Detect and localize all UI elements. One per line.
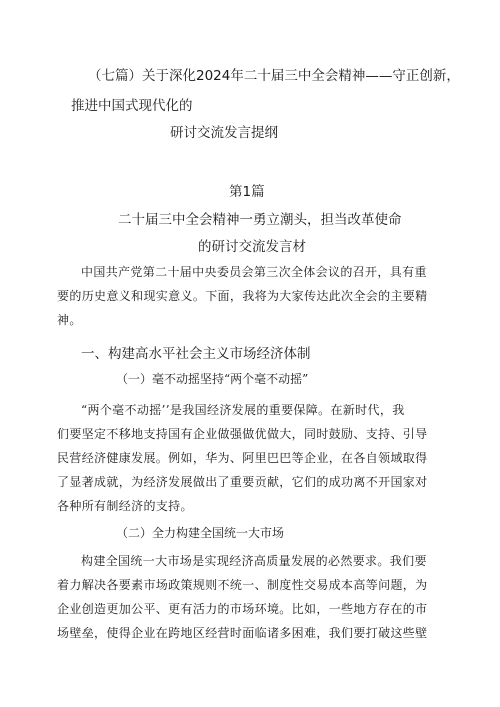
intro-line-2: 要的历史意义和现实意义。下面，我将为大家传达此次全会的主要精 (57, 289, 428, 303)
subsection-1-line-4: 了显著成就，为经济发展做出了重要贡献，它们的成功离不开国家对 (57, 475, 428, 489)
subsection-1-line-2: 们要坚定不移地支持国有企业做强做优做大，同时鼓励、支持、引导 (57, 427, 428, 441)
subsection-1-line-1: “两个毫不动摇’’是我国经济发展的重要保障。在新时代，我 (81, 403, 405, 417)
subsection-2-line-4: 场壁垒，使得企业在跨地区经营时面临诸多困难，我们要打破这些壁 (57, 626, 428, 640)
subsection-2-line-2: 着力解决各要素市场政策规则不统一、制度性交易成本高等问题，为 (57, 578, 428, 592)
part-title-line-1: 二十届三中全会精神一勇立潮头，担当改革使命 (118, 212, 402, 228)
intro-paragraph (57, 260, 437, 332)
document-title-line-3: 研讨交流发言提纲 (170, 125, 278, 141)
intro-line-3: 神。 (57, 313, 82, 327)
subsection-2-line-1: 构建全国统一大市场是实现经济高质量发展的必然要求。我们要 (81, 554, 427, 568)
subsection-2-heading: （二）全力构建全国统一大市场 (116, 526, 285, 540)
part-label: 第1篇 (229, 184, 265, 200)
document-title-line-2: 推进中国式现代化的 (71, 98, 193, 114)
intro-line-1: 中国共产党第二十届中央委员会第三次全体会议的召开，具有重 (81, 265, 427, 279)
subsection-1-heading: （一）毫不动摇坚持“两个毫不动摇” (116, 372, 309, 386)
subsection-2-line-3: 企业创造更加公平、更有活力的市场环境。比如，一些地方存在的市 (57, 602, 428, 616)
subsection-1-line-5: 各种所有制经济的支持。 (57, 499, 193, 513)
section-1-heading: 一、构建高水平社会主义市场经济体制 (81, 346, 311, 362)
subsection-1-paragraph (57, 398, 437, 518)
subsection-1-line-3: 民营经济健康发展。例如，华为、阿里巴巴等企业，在各自领域取得 (57, 451, 428, 465)
part-title-line-2: 的研讨交流发言材 (198, 239, 306, 255)
document-title-line-1: （七篇）关于深化2024年二十届三中全会精神——守正创新， (88, 68, 460, 84)
subsection-2-paragraph (57, 549, 437, 645)
